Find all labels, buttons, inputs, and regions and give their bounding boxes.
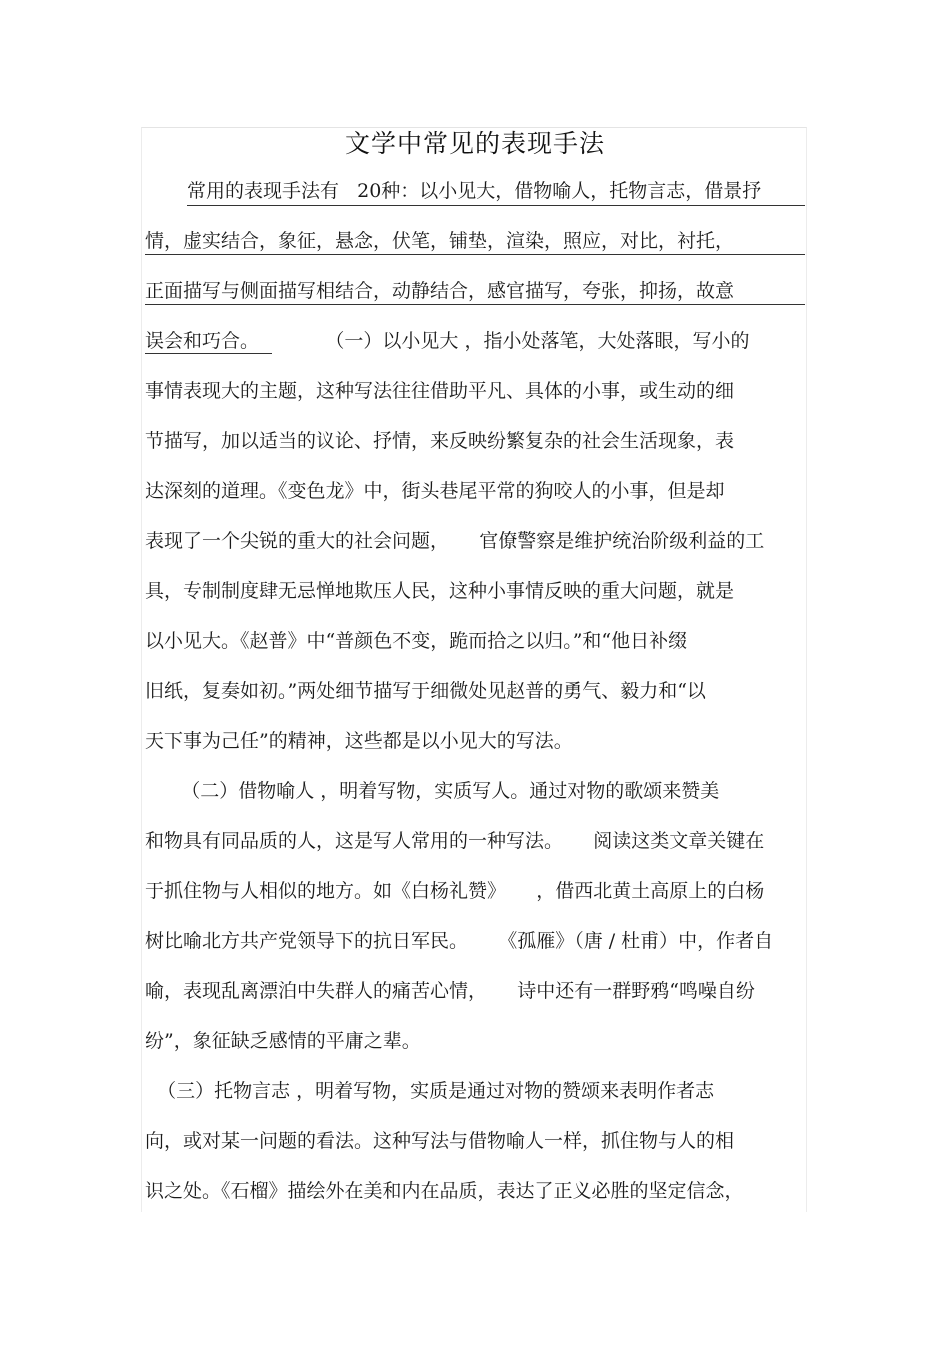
text-line-6: 节描写，加以适当的议论、抒情，来反映纷繁复杂的社会生活现象，表 xyxy=(145,430,735,452)
text-line-14: 和物具有同品质的人，这是写人常用的一种写法。 阅读这类文章关键在 xyxy=(145,830,765,852)
text-line-20: 向，或对某一问题的看法。这种写法与借物喻人一样，抓住物与人的相 xyxy=(145,1130,735,1152)
text-line-13: （二）借物喻人 ，明着写物，实质写人。通过对物的歌颂来赞美 xyxy=(145,780,720,802)
text-line-8: 表现了一个尖锐的重大的社会问题， 官僚警察是维护统治阶级利益的工 xyxy=(145,530,765,552)
text-line-11: 旧纸，复奏如初。”两处细节描写于细微处见赵普的勇气、毅力和“以 xyxy=(145,680,706,702)
text-line-3: 正面描写与侧面描写相结合，动静结合，感官描写，夸张，抑扬，故意 xyxy=(145,280,735,302)
text-line-2: 情，虚实结合，象征，悬念，伏笔，铺垫，渲染，照应，对比，衬托， xyxy=(145,230,735,252)
text-line-18: 纷”，象征缺乏感情的平庸之辈。 xyxy=(145,1030,421,1052)
text-line-19: （三）托物言志 ，明着写物，实质是通过对物的赞颂来表明作者志 xyxy=(145,1080,715,1102)
text-line-16: 树比喻北方共产党领导下的抗日军民。 《孤雁》（唐 / 杜甫）中，作者自 xyxy=(145,930,774,952)
underline-rule-3 xyxy=(145,304,805,305)
underline-rule-4 xyxy=(145,353,272,354)
text-line-1: 常用的表现手法有 20种：以小见大，借物喻人，托物言志，借景抒 xyxy=(187,180,762,202)
text-line-7: 达深刻的道理。《变色龙》中，街头巷尾平常的狗咬人的小事，但是却 xyxy=(145,480,725,502)
text-line-10: 以小见大。《赵普》中“普颜色不变，跪而拾之以归。”和“他日补缀 xyxy=(145,630,688,652)
text-line-17: 喻，表现乱离漂泊中失群人的痛苦心情， 诗中还有一群野鸦“鸣噪自纷 xyxy=(145,980,755,1002)
underline-rule-1 xyxy=(187,205,805,206)
text-line-12: 天下事为己任”的精神，这些都是以小见大的写法。 xyxy=(145,730,573,752)
text-line-9: 具，专制制度肆无忌惮地欺压人民，这种小事情反映的重大问题，就是 xyxy=(145,580,735,602)
underline-rule-2 xyxy=(145,254,805,255)
text-line-4: 误会和巧合。 （一）以小见大 ，指小处落笔，大处落眼，写小的 xyxy=(145,330,750,352)
text-line-15: 于抓住物与人相似的地方。如《白杨礼赞》 ，借西北黄土高原上的白杨 xyxy=(145,880,765,902)
text-line-5: 事情表现大的主题，这种写法往往借助平凡、具体的小事，或生动的细 xyxy=(145,380,735,402)
document-title: 文学中常见的表现手法 xyxy=(344,129,605,158)
text-line-21: 识之处。《石榴》描绘外在美和内在品质，表达了正义必胜的坚定信念， xyxy=(145,1180,744,1202)
